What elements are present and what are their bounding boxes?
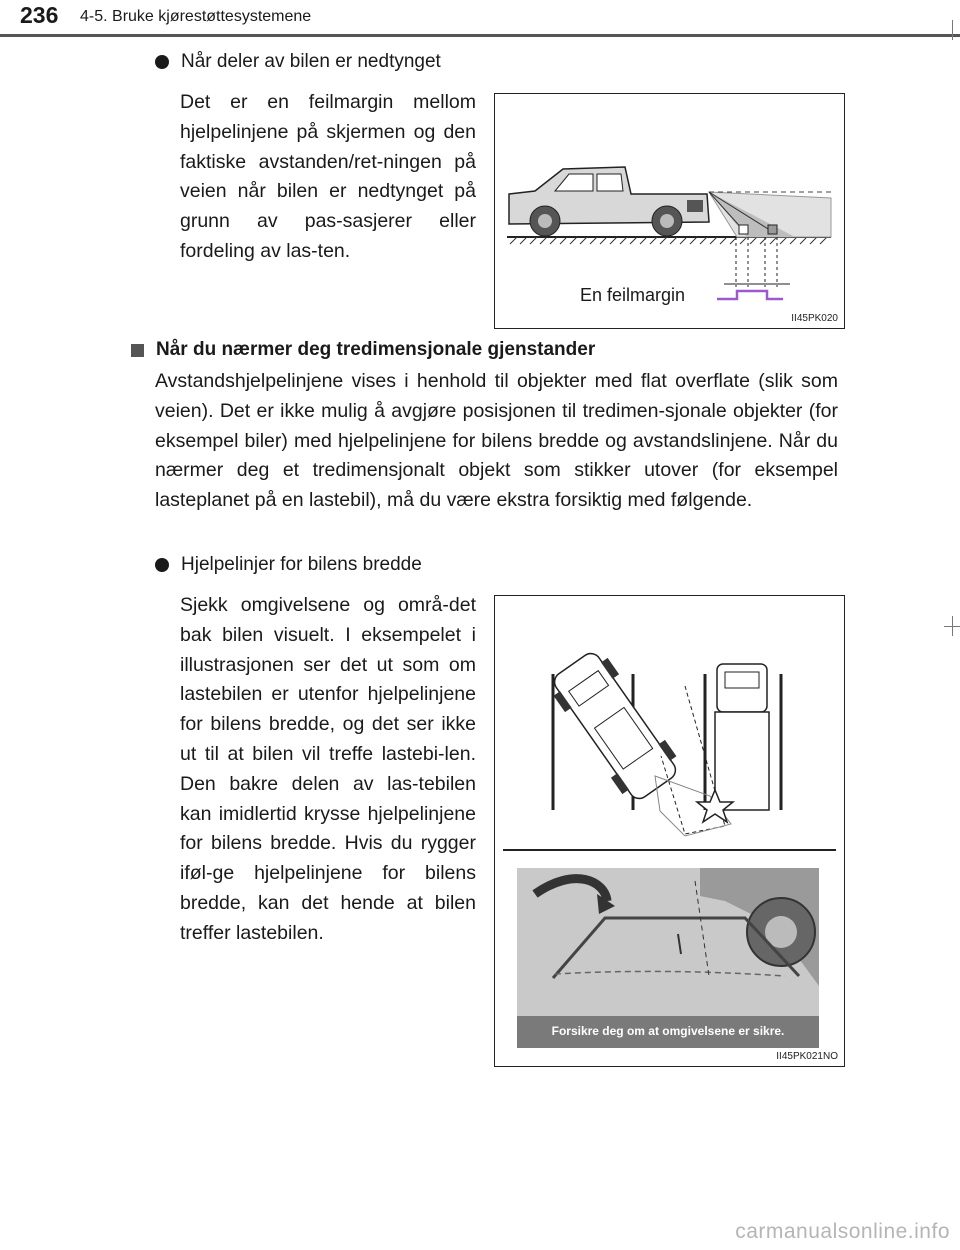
figure-error-margin (494, 93, 845, 329)
section-heading (131, 339, 595, 361)
square-bullet-icon (131, 344, 144, 357)
bullet-item-width-lines (155, 554, 422, 576)
figure-code: II45PK021NO (776, 1051, 838, 1062)
safety-banner: Forsikre deg om at omgivelsene er sikre. (551, 1024, 785, 1038)
figure-truck-overhang (494, 595, 845, 1067)
figure-code: II45PK020 (791, 313, 838, 324)
section-paragraph: Avstandshjelpelinjene vises i henhold til objekter med flat overflate (slik som veien). Det er ikke mulig å avgjøre posisjonen til tredimen-sjonale objekter (for eksempel biler) med hjelpelinjene for bilens bredde og avstandslinjene. Når du nærmer deg et tredimensjonalt objekt som stikker utover (for eksempel lasteplanet på en lastebil), må du være ekstra forsiktig med følgende. (155, 370, 838, 512)
header-rule (0, 34, 960, 37)
bullet-label: Hjelpelinjer for bilens bredde (181, 554, 422, 575)
loaded-paragraph: Det er en feilmargin mellom hjelpelinjene på skjermen og den faktiske avstanden/ret-ningen på veien når bilen er nedtynget på grunn av pas-sasjerer eller fordeling av las-ten. (180, 91, 476, 262)
watermark: carmanualsonline.info (735, 1220, 950, 1243)
crop-mark (952, 20, 953, 40)
bullet-icon (155, 55, 169, 69)
error-margin-label: En feilmargin (580, 285, 686, 305)
heading-text: Når du nærmer deg tredimensjonale gjenstander (156, 339, 596, 360)
width-lines-paragraph: Sjekk omgivelsene og områ-det bak bilen visuelt. I eksempelet i illustrasjonen ser det ut som om lastebilen er utenfor hjelpelinjene for bilens bredde, og det ser ikke ut til at bilen vil treffe lastebi-len. Den bakre delen av las-tebilen kan imidlertid krysse hjelpelinjene for bilens bredde. Hvis du rygger iføl-ge hjelpelinjene for bilens bredde, kan det hende at bilen treffer lastebilen. (180, 594, 476, 944)
bullet-item-loaded (155, 51, 441, 73)
bullet-label: Når deler av bilen er nedtynget (181, 51, 441, 72)
parking-illustration (495, 596, 844, 1066)
section-title: 4-5. Bruke kjørestøttesystemene (80, 8, 312, 25)
bullet-icon (155, 558, 169, 572)
crop-mark (952, 616, 953, 636)
page-number: 236 (20, 2, 59, 28)
